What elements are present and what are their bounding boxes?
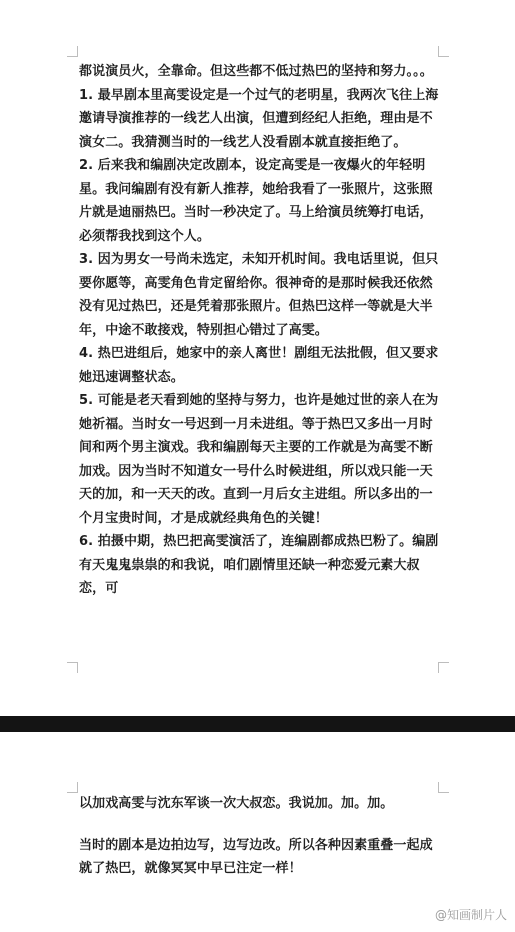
- page-2-body: [79, 792, 444, 881]
- page-divider: [0, 716, 515, 732]
- crop-mark: [438, 662, 449, 673]
- paragraph: 都说演员火，全靠命。但这些都不低过热巴的坚持和努力。。。: [79, 64, 433, 79]
- crop-mark: [67, 782, 78, 793]
- crop-mark: [438, 46, 449, 57]
- page-1-body: [79, 60, 444, 601]
- watermark: @知画制片人: [434, 908, 507, 922]
- paragraph: 当时的剧本是边拍边写，边写边改。所以各种因素重叠一起成就了热巴，就像冥冥中早已注定一样！: [79, 837, 433, 876]
- paragraph: 1. 最早剧本里高雯设定是一个过气的老明星，我两次飞往上海邀请导演推荐的一线艺人出演，但遭到经纪人拒绝，理由是不演女二。我猜测当时的一线艺人没看剧本就直接拒绝了。: [79, 87, 439, 150]
- paragraph: 2. 后来我和编剧决定改剧本，设定高雯是一夜爆火的年轻明星。我问编剧有没有新人推荐，她给我看了一张照片，这张照片就是迪丽热巴。当时一秒决定了。马上给演员统筹打电话，必须帮我找到这个人。: [79, 158, 433, 244]
- crop-mark: [67, 46, 78, 57]
- paragraph: 4. 热巴进组后，她家中的亲人离世！剧组无法批假，但又要求她迅速调整状态。: [79, 346, 439, 385]
- paragraph: 6. 拍摄中期，热巴把高雯演活了，连编剧都成热巴粉了。编剧有天鬼鬼祟祟的和我说，咱们剧情里还缺一种恋爱元素大叔恋，可: [79, 534, 439, 596]
- paragraph: 3. 因为男女一号尚未选定，未知开机时间。我电话里说，但只要你愿等，高雯角色肯定留给你。很神奇的是那时候我还依然没有见过热巴，还是凭着那张照片。但热巴这样一等就是大半年，中途不敢接戏，特别担心错过了高雯。: [79, 252, 439, 338]
- paragraph: 以加戏高雯与沈东军谈一次大叔恋。我说加。加。加。: [79, 796, 394, 811]
- paragraph: 5. 可能是老天看到她的坚持与努力，也许是她过世的亲人在为她祈福。当时女一号迟到一月未进组。等于热巴又多出一月时间和两个男主演戏。我和编剧每天主要的工作就是为高雯不断加戏。因为当时不知道女一号什么时候进组，所以戏只能一天天的加，和一天天的改。直到一月后女主进组。所以多出的一个月宝贵时间，才是成就经典角色的关键！: [79, 393, 439, 526]
- crop-mark: [67, 662, 78, 673]
